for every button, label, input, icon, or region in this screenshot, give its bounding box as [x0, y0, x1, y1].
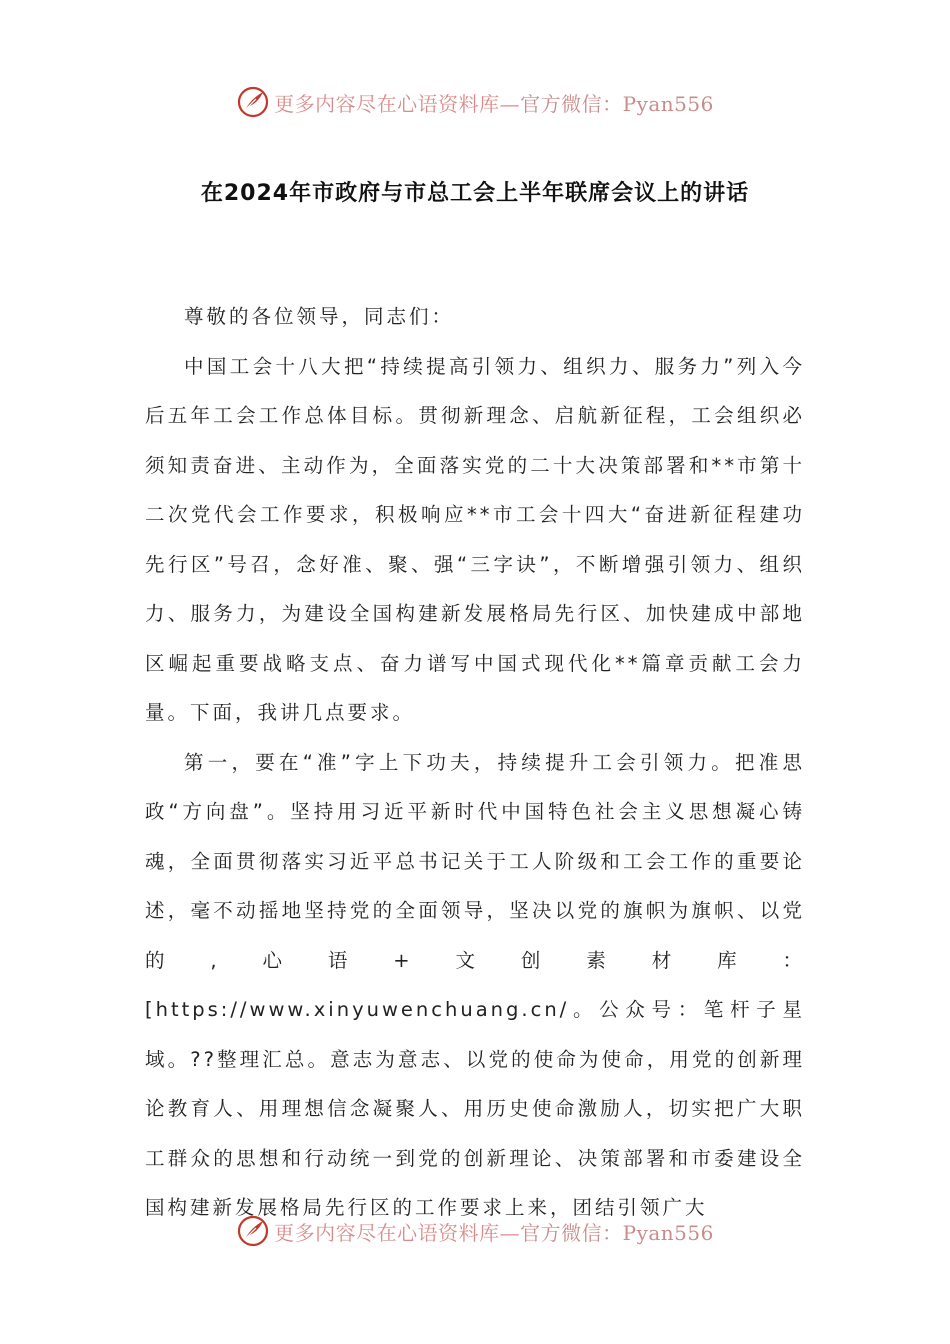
document-title: 在2024年市政府与市总工会上半年联席会议上的讲话	[200, 181, 750, 206]
quill-logo-icon	[236, 1214, 270, 1248]
paragraph: 中国工会十八大把“持续提高引领力、组织力、服务力”列入今后五年工会工作总体目标。贯彻新理念、启航新征程，工会组织必须知责奋进、主动作为，全面落实党的二十大决策部署和**市第十二次党代会工作要求，积极响应**市工会十四大“奋进新征程建功先行区”号召，念好准、聚、强“三字诀”，不断增强引领力、组织力、服务力，为建设全国构建新发展格局先行区、加快建成中部地区崛起重要战略支点、奋力谱写中国式现代化**篇章贡献工会力量。下面，我讲几点要求。	[145, 354, 805, 724]
watermark-header	[0, 80, 950, 124]
paragraph: 第一，要在“准”字上下功夫，持续提升工会引领力。把准思政“方向盘”。坚持用习近平新时代中国特色社会主义思想凝心铸魂，全面贯彻落实习近平总书记关于工人阶级和工会工作的重要论述，毫不动摇地坚持党的全面领导，坚决以党的旗帜为旗帜、以党的,心语+文创素材库：[https://www.xinyuwenchuang.cn/。公众号：笔杆子星域。??整理汇总。意志为意志、以党的使命为使命，用党的创新理论教育人、用理想信念凝聚人、用历史使命激励人，切实把广大职工群众的思想和行动统一到党的创新理论、决策部署和市委建设全国构建新发展格局先行区的工作要求上来，团结引领广大	[145, 750, 805, 1219]
watermark-text: 更多内容尽在心语资料库—官方微信：Pyan556	[274, 1220, 714, 1245]
document-body	[145, 292, 805, 1233]
watermark-footer	[0, 1209, 950, 1253]
quill-logo-icon	[236, 85, 270, 119]
salutation: 尊敬的各位领导，同志们：	[184, 305, 455, 328]
watermark-text: 更多内容尽在心语资料库—官方微信：Pyan556	[274, 91, 714, 116]
